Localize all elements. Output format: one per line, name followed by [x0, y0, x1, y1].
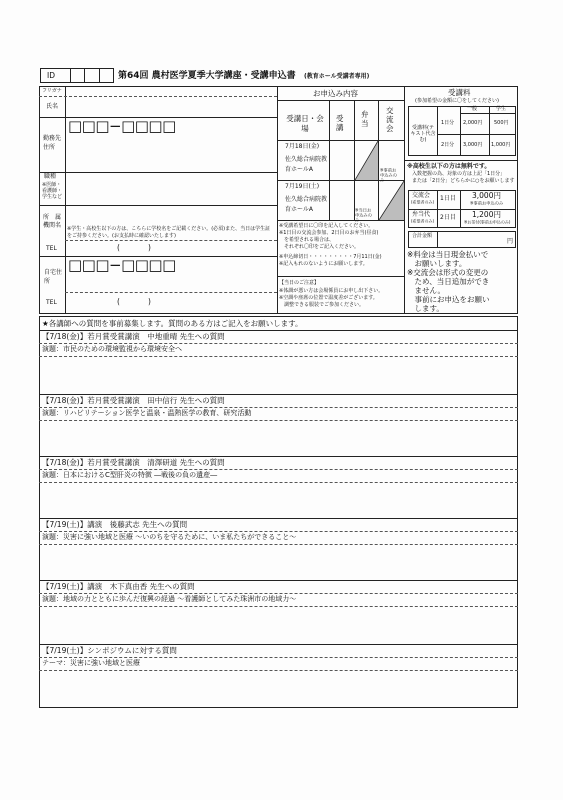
fees-row-label: 受講料(テキスト代含む)	[410, 125, 436, 143]
question-title: 【7/18(金)】若月賞受賞講演 清澤研道 先生への質問	[42, 458, 225, 467]
furigana-label: フリガナ	[42, 88, 62, 94]
fees-day1-general[interactable]: 2,000円	[463, 120, 483, 126]
question-title: 【7/19(土)】講演 木下真由香 先生への質問	[42, 582, 195, 591]
question-title: 【7/18(金)】若月賞受賞講演 中地重晴 先生への質問	[42, 332, 225, 341]
page-title-note: (教育ホール受講者専用)	[304, 73, 370, 80]
affiliation-label: 所 属機関名	[43, 214, 62, 229]
question-theme: 演題：日本におけるC型肝炎の特徴 ―戦後の負の遺産―	[42, 471, 218, 479]
home-tel-paren-open: (	[117, 297, 120, 306]
home-tel-label: TEL	[46, 299, 57, 306]
job-input[interactable]	[66, 173, 276, 204]
question-title: 【7/19(土)】講演 後藤武志 先生への質問	[42, 520, 188, 529]
work-tel-input[interactable]	[66, 241, 276, 255]
work-address-label: 勤務先住所	[43, 135, 62, 151]
day1-bento-na	[355, 141, 378, 180]
day2-bento-cell[interactable]	[355, 181, 378, 207]
app-note-2: ※1日目の交流会参加、2日目のお弁当(昼食)	[279, 230, 379, 236]
payment-note-2: お願いします。	[407, 259, 467, 268]
col-date-venue: 受講日・会場	[286, 114, 324, 133]
day-note-2: ※空調や座席の位置で温度差がございます。	[279, 295, 378, 301]
question-answer-area[interactable]	[40, 357, 517, 393]
question-separator	[39, 394, 518, 395]
job-label: 職種	[44, 173, 57, 180]
day2-exchange-na	[379, 181, 404, 220]
question-title: 【7/18(金)】若月賞受賞講演 田中信行 先生への質問	[42, 396, 225, 405]
exchange-day: 1日目	[440, 195, 456, 202]
day2-date: 7月19日(土)	[285, 183, 320, 190]
day1-attend-cell[interactable]	[330, 141, 354, 180]
application-heading: お申込み内容	[313, 89, 358, 98]
fees-col-student: 学生	[496, 106, 507, 112]
fees-hs-line-2: または「2日分」どちらかに○をお願いします	[412, 178, 515, 184]
exchange-sub: (希望者のみ)	[411, 200, 435, 205]
payment-note-3: ※交流会は形式の変更の	[407, 268, 489, 277]
question-answer-area[interactable]	[40, 545, 517, 579]
total-input[interactable]	[438, 232, 506, 247]
question-title-rule	[39, 593, 518, 594]
affiliation-note: ※学生・高校生以下の方は、こちらに学校名をご記載ください。(必須)また、当日は学生証をご持参ください。(お支払時に確認いたします)	[67, 226, 271, 239]
home-address-input[interactable]	[66, 275, 276, 291]
question-answer-area[interactable]	[40, 607, 517, 643]
day1-date: 7月18日(金)	[285, 143, 320, 150]
question-separator	[39, 644, 518, 645]
work-address-input[interactable]	[66, 137, 276, 171]
fees-hs-title: ※高校生以下の方は無料です。	[407, 163, 491, 170]
question-separator	[39, 518, 518, 519]
question-title: 【7/19(土)】シンポジウムに対する質問	[42, 646, 177, 655]
payment-note-7: します。	[407, 304, 444, 313]
fees-hs-line-1: 入数把握の為、対象の方は上記「1日分」	[412, 171, 506, 177]
col-bento: 弁当	[361, 110, 369, 128]
day1-note: ※事前お申込みのみ	[380, 168, 398, 184]
work-tel-paren-open: (	[117, 243, 120, 252]
fees-day1-student[interactable]: 500円	[494, 120, 509, 126]
bento-price[interactable]: 1,200円	[472, 210, 501, 219]
fees-day1-label: 1日分	[441, 120, 455, 126]
app-note-6: ※記入もれのないようにお願いします。	[279, 261, 368, 267]
payment-note-6: 事前にお申込をお願い	[407, 295, 490, 304]
fees-day2-general[interactable]: 3,000円	[463, 142, 483, 148]
col-exchange: 交流会	[386, 106, 394, 133]
payment-note-5: ません。	[407, 286, 445, 295]
bento-day: 2日目	[440, 214, 456, 221]
question-answer-area[interactable]	[40, 421, 517, 455]
app-note-3: を希望される場合は、	[279, 237, 335, 243]
furigana-input[interactable]	[66, 87, 276, 96]
bento-sub: (希望者のみ)	[411, 219, 435, 224]
question-separator	[39, 580, 518, 581]
home-tel-input[interactable]	[66, 293, 276, 313]
question-theme: 演題：地域の力とともに歩んだ復興の経過 ～看護師としてみた珠洲市の地域力～	[42, 595, 297, 603]
exchange-note: ※事前お申込のみ	[470, 201, 504, 207]
exchange-price[interactable]: 3,000円	[472, 191, 501, 200]
day1-exchange-cell[interactable]	[379, 141, 404, 167]
col-attend: 受講	[336, 114, 344, 132]
day1-venue: 佐久総合病院教育ホールA	[285, 156, 328, 173]
fees-heading: 受講料	[448, 88, 471, 97]
question-title-rule	[39, 407, 518, 408]
question-separator	[39, 456, 518, 457]
question-title-rule	[39, 343, 518, 344]
app-note-5: ※申込締切日・・・・・・・・・7月11日(金)	[279, 254, 382, 260]
work-tel-paren-close: )	[148, 243, 151, 252]
day-note-3: 調整できる服装でご参加ください。	[279, 302, 365, 308]
job-note: ※医師・看護師・学生など	[42, 182, 63, 200]
question-answer-area[interactable]	[40, 483, 517, 517]
work-postal-code[interactable]: □□□−□□□□	[68, 117, 176, 135]
fees-heading-note: (参加希望の金額に〇をしてください)	[415, 98, 499, 104]
home-address-label: 自宅住所	[44, 269, 63, 285]
day2-venue: 佐久総合病院教育ホールA	[285, 196, 328, 213]
app-note-1: ※受講希望日に〇印を記入してください。	[279, 223, 374, 229]
question-title-rule	[39, 469, 518, 470]
fees-col-general: 一般	[467, 106, 478, 112]
total-label: 合計金額	[412, 233, 433, 239]
question-title-rule	[39, 657, 518, 658]
name-input[interactable]	[66, 97, 276, 116]
home-postal-code[interactable]: □□□−□□□□	[68, 256, 176, 274]
payment-note-4: ため、当日追加ができ	[407, 277, 490, 286]
question-theme: 演題：リハビリテーション医学と温泉・温熱医学の教育、研究活動	[42, 409, 252, 417]
exchange-label: 交流会	[412, 192, 431, 199]
fees-day2-student[interactable]: 1,000円	[491, 142, 511, 148]
bento-label: 弁当代	[412, 211, 431, 218]
work-tel-label: TEL	[46, 245, 57, 252]
bento-note: ※お茶付(事前お申込のみ)	[464, 220, 511, 225]
day2-note: ※当日お申込みのみ	[355, 208, 373, 224]
day-note-1: ※体調が悪い方は会場係員にお申し出下さい。	[279, 288, 384, 294]
affiliation-input[interactable]	[66, 206, 276, 225]
question-answer-area[interactable]	[40, 671, 517, 707]
day2-attend-cell[interactable]	[330, 181, 354, 220]
page-title: 第64回 農村医学夏季大学講座・受講申込書	[118, 71, 296, 81]
total-unit: 円	[507, 238, 514, 245]
payment-note-1: ※料金は当日現金払いで	[407, 250, 489, 259]
name-label: 氏名	[46, 103, 59, 110]
home-tel-paren-close: )	[148, 297, 151, 306]
id-label: ID	[47, 71, 55, 80]
question-theme: 演題：災害に強い地域と医療 ～いのちを守るために、いま私たちができること～	[42, 533, 297, 541]
fees-day2-label: 2日分	[441, 142, 455, 148]
app-note-4: それぞれ〇印をご記入ください。	[279, 244, 360, 250]
question-theme: 演題：市民のための環境監視から環境安全へ	[42, 345, 182, 353]
question-title-rule	[39, 531, 518, 532]
question-theme: テーマ：災害に強い地域と医療	[42, 659, 140, 667]
day-notes-heading: 【当日のご注意】	[279, 280, 320, 286]
questions-intro: ★各講師への質問を事前募集します。質問のある方はご記入をお願いします。	[42, 319, 303, 328]
